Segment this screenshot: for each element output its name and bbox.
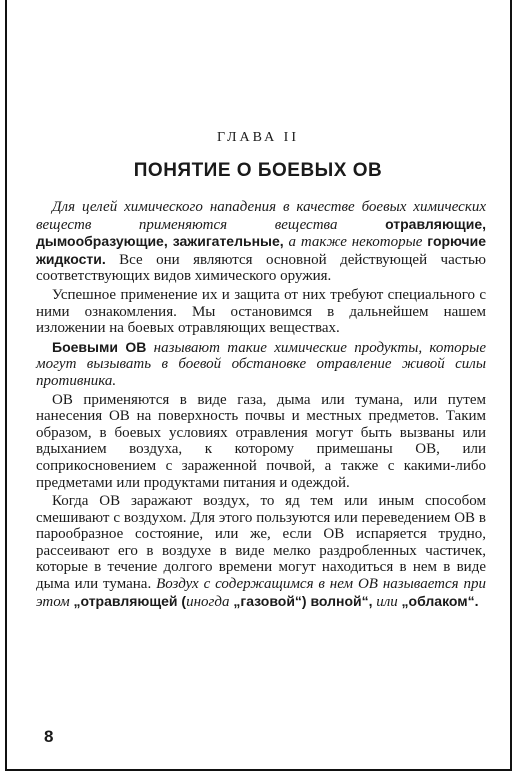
- p3-run-1: называют такие химические продукты, которые могут вызывать в боевой обстановке отравление живой силы противника.: [36, 339, 486, 389]
- p5-run-0: Когда ОВ заражают воздух, то яд тем или иным способом смешивают с воздухом. Для этого пользуются или переведением ОВ в парообразное состояние, или же, если ОВ испаряется трудно, рассеивают его в воздухе в виде мелко раздробленных частичек, которые в течение долгого времени могут находиться в нем в виде дыма или тумана.: [36, 493, 486, 593]
- p5-run-4: „газовой“) волной“,: [229, 592, 373, 609]
- p5-run-6: „облаком“.: [401, 592, 479, 609]
- body-text: [36, 199, 486, 610]
- paragraph-1: [36, 199, 486, 285]
- p1-run-4: Все они являются основной действующей частью соответствующих видов химического оружия.: [36, 251, 486, 285]
- p1-run-3: горючие жидкости.: [36, 233, 486, 267]
- chapter-title: ПОНЯТИЕ О БОЕВЫХ ОВ: [133, 160, 383, 181]
- p1-run-2: а также некоторые: [283, 234, 428, 251]
- p1-run-0: Для целей химического нападения в качестве боевых химических веществ применяются вещества: [36, 199, 486, 233]
- paragraph-5: [36, 493, 486, 610]
- paragraph-3: [36, 339, 486, 390]
- paragraph-4: ОВ применяются в виде газа, дыма или тумана, или путем нанесения ОВ на поверхность почвы и местных предметов. Таким образом, в боевых условиях отравления могут быть вызваны или вдыханием воздуха, к которому примешаны ОВ, или соприкосновением с зараженной почвой, а также с какими-либо предметами или продуктами питания и одеждой.: [36, 391, 486, 491]
- p3-run-0: Боевыми ОВ: [52, 338, 147, 355]
- p5-run-2: „отравляющей (: [73, 592, 187, 609]
- paragraph-2: Успешное применение их и защита от них требуют специального с ними ознакомления. Мы остановимся в дальнейшем нашем изложении на боевых отравляющих веществах.: [36, 286, 486, 337]
- p5-run-1: Воздух с содержащимся в нем ОВ называется при этом: [36, 576, 486, 610]
- p5-run-5: или: [372, 593, 402, 610]
- p5-run-3: иногда: [186, 593, 230, 610]
- p1-run-1: отравляющие, дымообразующие, зажигательные,: [36, 215, 486, 250]
- chapter-heading: ГЛАВА II: [216, 130, 300, 145]
- page-number: 8: [44, 727, 54, 746]
